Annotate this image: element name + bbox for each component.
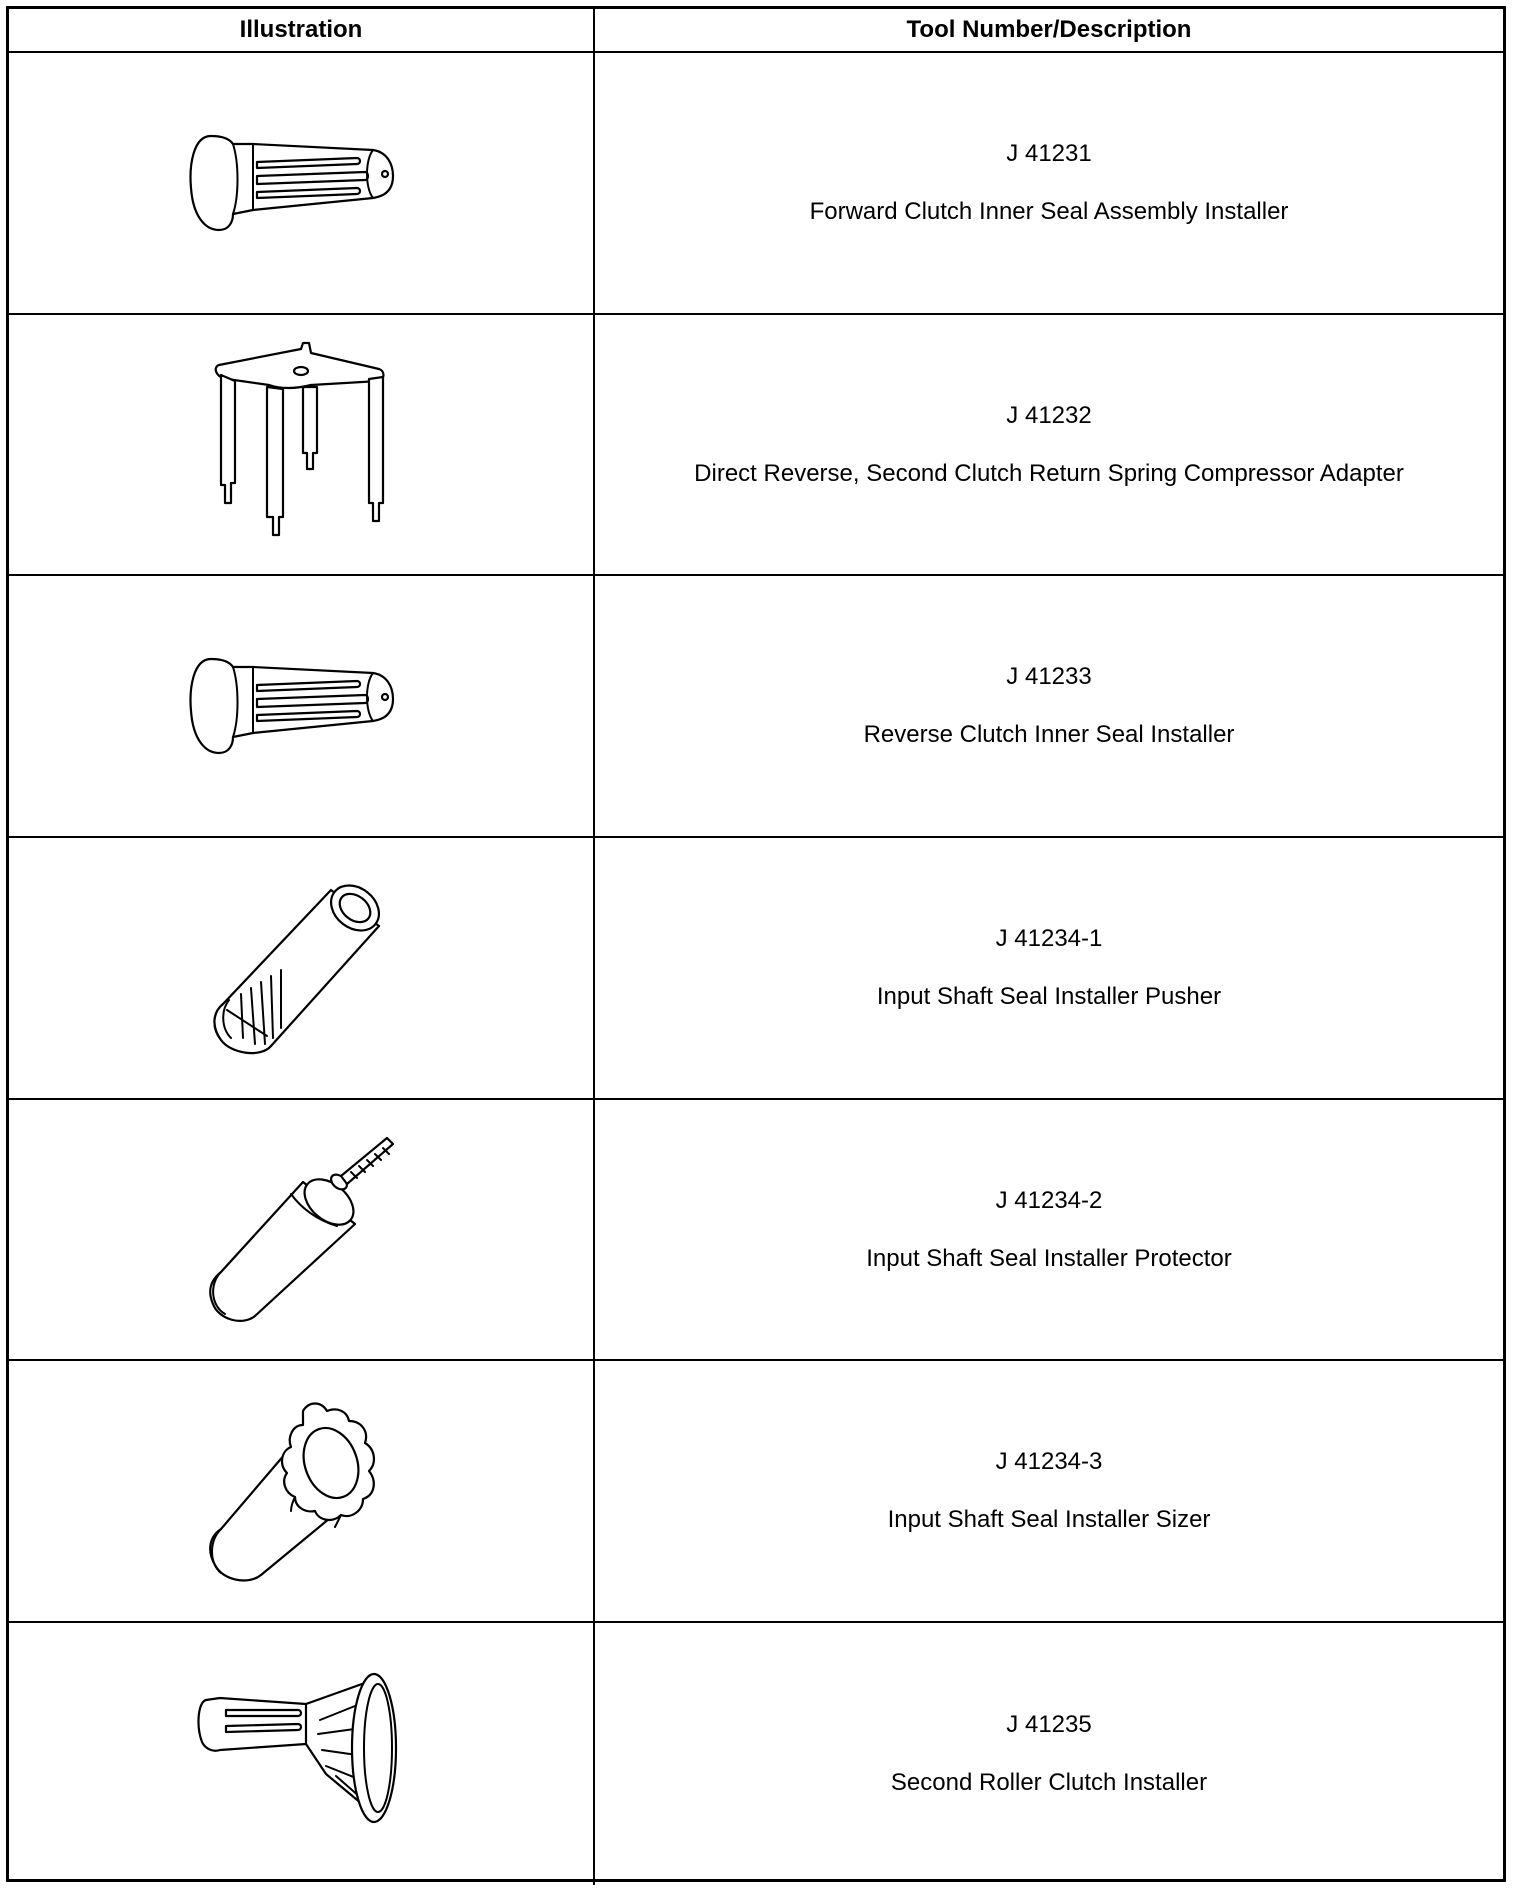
tool-number: J 41234-3 [995, 1448, 1103, 1476]
description-cell [595, 315, 1503, 575]
tool-description: Second Roller Clutch Installer [890, 1768, 1208, 1796]
table-row [9, 1623, 1503, 1885]
table-row [9, 315, 1503, 577]
illustration-cell [9, 838, 595, 1098]
tool-table [6, 6, 1506, 1882]
lobed-sizer-icon [191, 1391, 411, 1591]
tool-number: J 41234-1 [995, 924, 1103, 952]
spring-compressor-adapter-icon [191, 335, 411, 555]
description-cell [595, 53, 1503, 313]
protector-cylinder-icon [191, 1130, 411, 1330]
tool-description: Input Shaft Seal Installer Protector [866, 1244, 1232, 1272]
illustration-cell [9, 315, 595, 575]
tool-description: Input Shaft Seal Installer Pusher [876, 982, 1222, 1010]
header-illustration: Illustration [9, 9, 595, 51]
tool-description: Direct Reverse, Second Clutch Return Spring Compressor Adapter [694, 459, 1404, 487]
illustration-cell [9, 53, 595, 313]
header-tool: Tool Number/Description [906, 16, 1192, 43]
table-row [9, 1100, 1503, 1362]
description-cell [595, 838, 1503, 1098]
slotted-installer-icon [181, 118, 421, 248]
illustration-cell [9, 576, 595, 836]
tool-number: J 41235 [1006, 1710, 1092, 1738]
tool-number: J 41231 [1006, 139, 1092, 167]
description-cell [595, 1361, 1503, 1621]
tool-description: Input Shaft Seal Installer Sizer [887, 1506, 1211, 1534]
tool-number: J 41234-2 [995, 1186, 1103, 1214]
tool-description: Reverse Clutch Inner Seal Installer [863, 721, 1235, 749]
table-row [9, 1361, 1503, 1623]
table-row [9, 838, 1503, 1100]
slotted-installer-icon [181, 641, 421, 771]
flared-installer-icon [186, 1664, 416, 1844]
pusher-tube-icon [191, 868, 411, 1068]
tool-number: J 41233 [1006, 663, 1092, 691]
illustration-cell [9, 1623, 595, 1885]
illustration-cell [9, 1361, 595, 1621]
table-row [9, 53, 1503, 315]
tool-description: Forward Clutch Inner Seal Assembly Installer [809, 197, 1289, 225]
table-row [9, 576, 1503, 838]
illustration-cell [9, 1100, 595, 1360]
description-cell [595, 1623, 1503, 1885]
description-cell [595, 576, 1503, 836]
description-cell [595, 1100, 1503, 1360]
tool-number: J 41232 [1006, 401, 1092, 429]
table-header [9, 9, 1503, 53]
